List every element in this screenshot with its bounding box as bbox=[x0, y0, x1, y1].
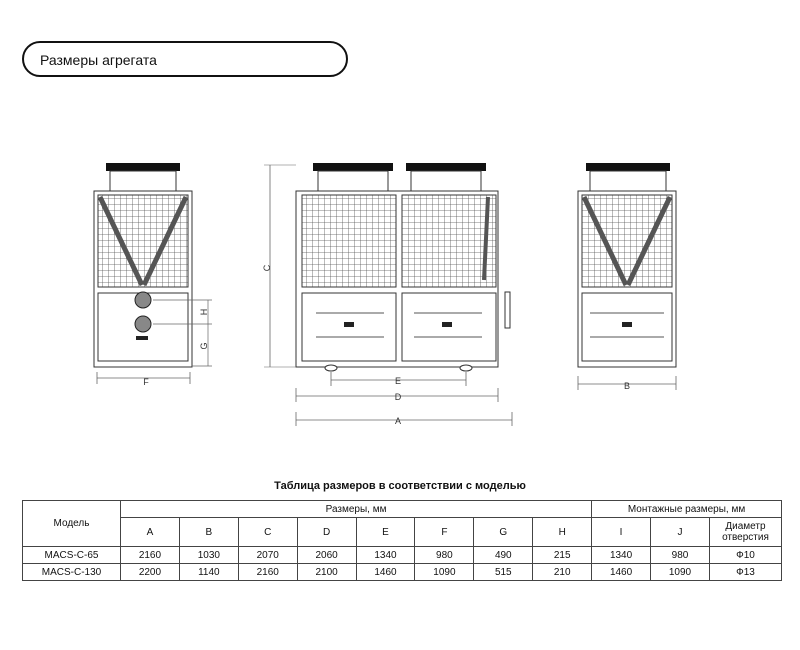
model-header: Модель bbox=[23, 501, 121, 547]
column-header: C bbox=[238, 518, 297, 547]
dim-label-b: B bbox=[623, 381, 631, 391]
column-header: J bbox=[651, 518, 710, 547]
section-title: Размеры агрегата bbox=[40, 52, 157, 68]
table-cell: 1340 bbox=[356, 547, 415, 564]
table-row bbox=[23, 547, 782, 564]
column-header: E bbox=[356, 518, 415, 547]
column-header: A bbox=[121, 518, 180, 547]
column-header: D bbox=[297, 518, 356, 547]
dim-label-c: C bbox=[262, 264, 272, 272]
dim-label-h: H bbox=[199, 308, 209, 316]
table-cell: 1460 bbox=[592, 564, 651, 581]
column-header: B bbox=[179, 518, 238, 547]
table-cell: Ф10 bbox=[709, 547, 781, 564]
dim-label-d: D bbox=[394, 392, 402, 402]
table-cell: 1090 bbox=[415, 564, 474, 581]
table-cell: 210 bbox=[533, 564, 592, 581]
dim-label-f: F bbox=[143, 377, 149, 387]
table-cell: 490 bbox=[474, 547, 533, 564]
table-cell: 980 bbox=[415, 547, 474, 564]
table-cell: 215 bbox=[533, 547, 592, 564]
table-cell: 2070 bbox=[238, 547, 297, 564]
table-cell: 980 bbox=[651, 547, 710, 564]
model-cell: MACS-C-130 bbox=[23, 564, 121, 581]
table-cell: 2100 bbox=[297, 564, 356, 581]
table-cell: 1030 bbox=[179, 547, 238, 564]
table-cell: 1140 bbox=[179, 564, 238, 581]
table-cell: 2200 bbox=[121, 564, 180, 581]
column-header: Диаметр отверстия bbox=[709, 518, 781, 547]
dim-label-g: G bbox=[199, 342, 209, 350]
table-cell: 2160 bbox=[238, 564, 297, 581]
side-view-left bbox=[94, 163, 212, 387]
front-view bbox=[262, 163, 512, 426]
table-cell: 515 bbox=[474, 564, 533, 581]
dimensions-table bbox=[22, 500, 782, 581]
table-cell: 1090 bbox=[651, 564, 710, 581]
table-cell: 1340 bbox=[592, 547, 651, 564]
mount-header: Монтажные размеры, мм bbox=[592, 501, 782, 518]
model-cell: MACS-C-65 bbox=[23, 547, 121, 564]
side-view-right bbox=[578, 163, 676, 391]
column-header: G bbox=[474, 518, 533, 547]
table-cell: 2160 bbox=[121, 547, 180, 564]
table-row bbox=[23, 564, 782, 581]
dim-label-a: A bbox=[394, 416, 402, 426]
column-header: F bbox=[415, 518, 474, 547]
table-cell: Ф13 bbox=[709, 564, 781, 581]
column-header: I bbox=[592, 518, 651, 547]
dim-label-e: E bbox=[394, 376, 402, 386]
table-cell: 2060 bbox=[297, 547, 356, 564]
table-cell: 1460 bbox=[356, 564, 415, 581]
table-title: Таблица размеров в соответствии с моделью bbox=[274, 480, 526, 492]
sizes-header: Размеры, мм bbox=[121, 501, 592, 518]
column-header: H bbox=[533, 518, 592, 547]
